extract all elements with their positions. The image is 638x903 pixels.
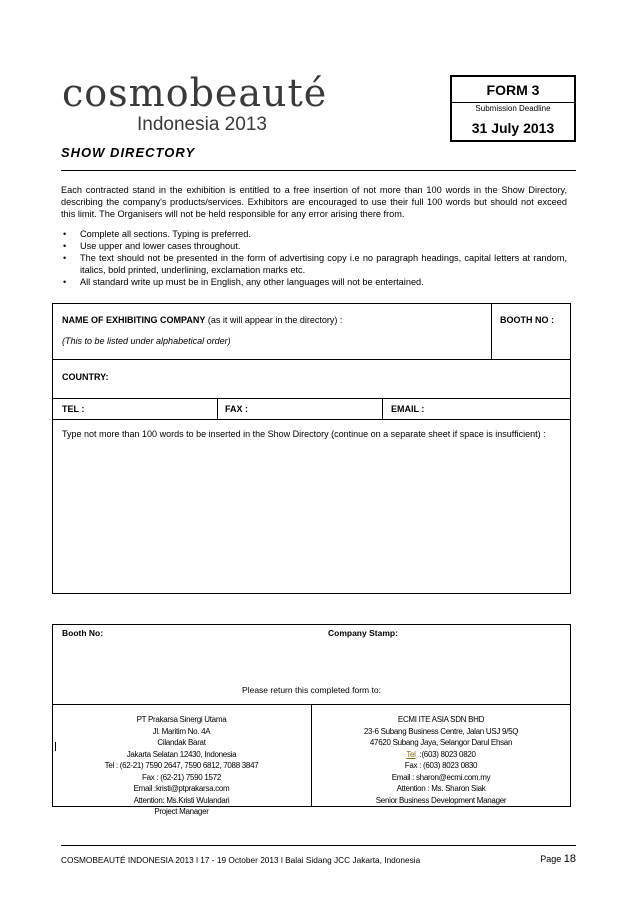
address-line: Jl. Maritim No. 4A — [152, 726, 211, 736]
page-number-value: 18 — [563, 853, 576, 865]
list-item: • Use upper and lower cases throughout. — [61, 240, 567, 252]
address-line: Email :kristi@ptprakarsa.com — [133, 784, 230, 793]
address-line: 47620 Subang Jaya, Selangor Darul Ehsan — [369, 738, 513, 747]
return-instruction: Please return this completed form to: — [242, 685, 381, 695]
page-number — [540, 853, 576, 865]
country-field[interactable] — [52, 359, 571, 398]
address-line: 23-6 Subang Business Centre, Jalan USJ 9/5Q — [363, 726, 519, 736]
title-divider — [61, 170, 576, 171]
page-label: Page — [540, 854, 562, 864]
address-line: PT Prakarsa Sinergi Utama — [136, 715, 227, 724]
deadline-label: Submission Deadline — [475, 104, 551, 113]
deadline-date: 31 July 2013 — [471, 120, 555, 136]
company-name-field[interactable] — [52, 303, 492, 359]
tel-number: :(603) 8023 0820 — [419, 749, 476, 759]
page-title: SHOW DIRECTORY — [61, 145, 196, 160]
company-name-label-text: NAME OF EXHIBITING COMPANY — [62, 315, 206, 325]
logo-main-text: cosmobeauté — [62, 71, 328, 115]
directory-text-area[interactable] — [52, 420, 571, 594]
country-label: COUNTRY: — [62, 372, 109, 382]
form-box-divider — [452, 102, 574, 103]
tel-label: TEL : — [62, 404, 85, 414]
organiser-address-malaysia — [311, 714, 571, 806]
address-line: ECMI ITE ASIA SDN BHD — [397, 715, 485, 724]
address-line: Cilandak Barat — [157, 738, 206, 747]
company-name-hint: (This to be listed under alphabetical order) — [62, 336, 231, 346]
logo — [62, 71, 332, 136]
email-label: EMAIL : — [391, 404, 425, 414]
intro-paragraph: Each contracted stand in the exhibition is entitled to a free insertion of not more than 100 words in the Show Directory, describing the company's products/services. Exhibitors are encouraged to use their full 100 words but should not exceed this limit. The Organisers will not be held responsible for any error arising there from. — [61, 185, 567, 219]
address-line: Senior Business Development Manager — [375, 795, 507, 805]
fax-label: FAX : — [225, 404, 249, 414]
address-line: Tel : (62-21) 7590 2647, 7590 6812, 7088 3847 — [104, 761, 259, 770]
list-item: • The text should not be presented in the form of advertising copy i.e no paragraph headings, capital letters at random, italics, bold printed, underlining, exclamation marks etc. — [61, 252, 567, 276]
logo-sub-text: Indonesia 2013 — [137, 114, 267, 135]
booth-number-label: BOOTH NO : — [500, 315, 554, 325]
address-line: Email : sharon@ecmi.com.my — [391, 772, 491, 782]
organiser-address-indonesia — [52, 714, 311, 818]
instruction-list — [61, 228, 567, 288]
footer-divider — [61, 845, 576, 846]
return-booth-label: Booth No: — [62, 628, 104, 638]
footer-text: COSMOBEAUTÉ INDONESIA 2013 l 17 - 19 October 2013 l Balai Sidang JCC Jakarta, Indonesia — [61, 855, 421, 865]
list-item: • All standard write up must be in English, any other languages will not be entertained. — [61, 276, 567, 288]
company-stamp-label: Company Stamp: — [328, 628, 398, 638]
list-item: • Complete all sections. Typing is preferred. — [61, 228, 567, 240]
company-name-note: (as it will appear in the directory) : — [205, 315, 343, 325]
address-line: Fax : (62-21) 7590 1572 — [142, 772, 221, 782]
address-line: Attention: Ms.Kristi Wulandari — [133, 795, 230, 805]
form-number: FORM 3 — [486, 82, 540, 98]
tel-link[interactable]: Tel — [406, 749, 416, 759]
address-line: Fax : (603) 8023 0830 — [404, 761, 478, 770]
footer — [61, 855, 576, 865]
address-line: Attention : Ms. Sharon Siak — [396, 784, 486, 793]
company-name-label — [62, 315, 342, 325]
directory-text-instruction: Type not more than 100 words to be inserted in the Show Directory (continue on a separate sheet if space is insufficient) : — [62, 429, 546, 439]
form-deadline-box — [450, 75, 576, 142]
address-line-tel — [311, 749, 571, 761]
address-line: Jakarta Selatan 12430, Indonesia — [126, 749, 237, 759]
booth-number-field[interactable] — [492, 303, 571, 359]
address-line: Project Manager — [154, 807, 209, 816]
